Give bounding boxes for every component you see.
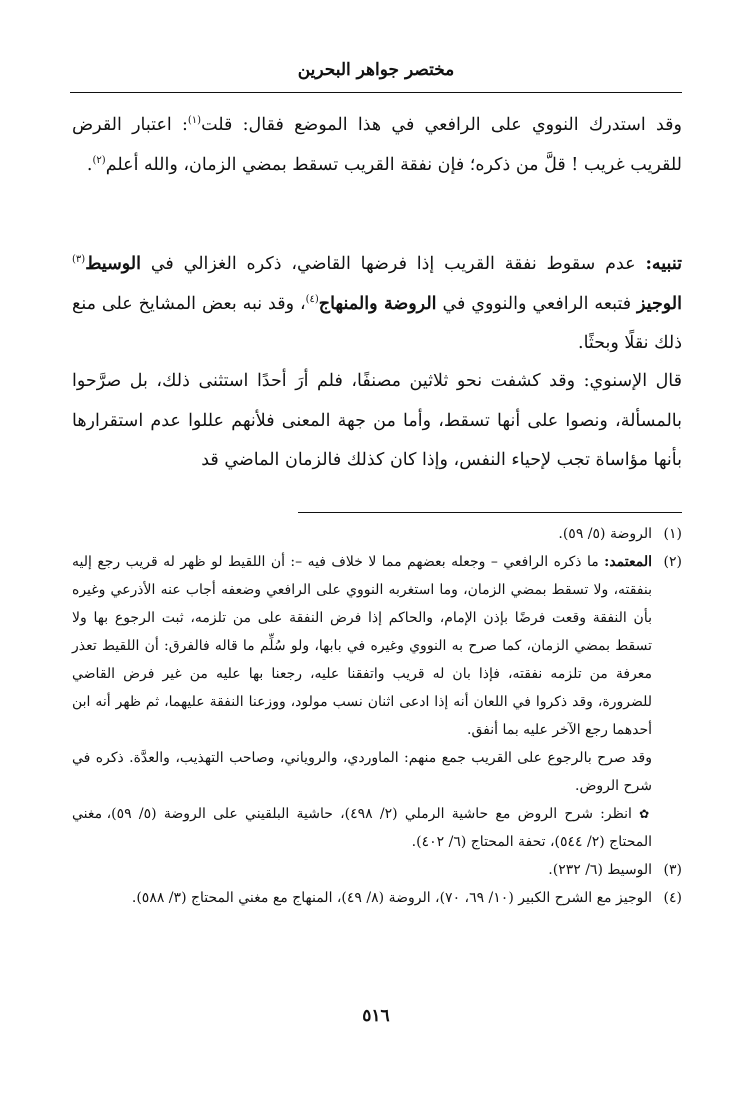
footnote-text: انظر: شرح الروض مع حاشية الرملي (٢/ ٤٩٨)، حاشية البلقيني على الروضة (٥/ ٥٩)، مغني المحتاج (٢/ ٥٤٤)، تحفة المحتاج (٦/ ٤٠٢). [72, 806, 652, 850]
book-title-wajiz: الوجيز [637, 293, 683, 314]
header-rule [70, 92, 682, 93]
p2-text-b: فتبعه الرافعي والنووي في [436, 293, 638, 314]
footnote-number: (٣) [663, 862, 682, 878]
p1-text-b: : اعتبار القرض للقريب غريب ! قلَّ من ذكره؛ فإن نفقة القريب تسقط بمضي الزمان، والله أعلم [72, 115, 682, 175]
footnote-4 [72, 884, 682, 912]
paragraph-isnawi: قال الإسنوي: وقد كشفت نحو ثلاثين مصنفًا، فلم أرَ أحدًا استثنى ذلك، بل صرَّحوا بالمسألة، ونصوا على أنها تسقط، وأما من جهة المعنى فلأنهم عللوا عدم استقرارها بأنها مؤاساة تجب لإحياء النفس، وإذا كان كذلك فالزمان الماضي قد [72, 371, 682, 470]
footnote-ref-1[interactable]: (١) [187, 115, 202, 127]
footnote-number: (٢) [663, 554, 682, 570]
book-title-rawda-minhaj: الروضة والمنهاج [318, 293, 437, 314]
tanbih-label: تنبيه: [645, 254, 682, 274]
paragraph-nawawi [72, 106, 682, 185]
footnote-2-para-3 [72, 800, 652, 856]
footnote-2-para-2: وقد صرح بالرجوع على القريب جمع منهم: الماوردي، والروياني، وصاحب التهذيب، والعدَّة. ذكره في شرح الروض. [72, 750, 653, 794]
page-number: ٥١٦ [362, 1006, 390, 1026]
paragraph-tanbih [72, 245, 682, 364]
book-title-wasit: الوسيط [85, 254, 141, 274]
p1-text-c: . [86, 154, 93, 175]
footnotes [72, 520, 682, 912]
footnote-number: (١) [663, 526, 682, 542]
p1-text-a: وقد استدرك النووي على الرافعي في هذا الموضع فقال: قلت [201, 115, 682, 135]
footnote-number: (٤) [663, 890, 682, 906]
footnote-text: الروضة (٥/ ٥٩). [558, 526, 652, 542]
footnote-1 [72, 520, 682, 548]
footnote-2-para-1 [72, 548, 652, 744]
footnote-separator [298, 512, 682, 513]
footnote-ref-2[interactable]: (٢) [92, 154, 106, 166]
footnote-2 [72, 548, 682, 856]
flower-icon: ✿ [639, 807, 652, 821]
p2-text-c: ، وقد نبه بعض المشايخ على منع ذلك نقلًا وبحثًا. [72, 293, 682, 353]
footnote-text: الوسيط (٦/ ٢٣٢). [548, 862, 652, 878]
running-header: مختصر جواهر البحرين [297, 60, 455, 80]
mutamad-label: المعتمد: [604, 554, 652, 570]
footnote-text: ما ذكره الرافعي – وجعله بعضهم مما لا خلاف فيه –: أن اللقيط لو ظهر له قريب رجع إليه بنفقته، ولا تسقط بمضي الزمان، وما استغربه النووي على الرافعي وضعفه أجاب عنه الأذرعي وغيره بأن النفقة وقعت فرضًا بإذن الإمام، والحاكم إذا فرض النفقة على من تلزمه، ثبت الرجوع بها ولا تسقط بمضي الزمان، كما صرح به النووي وغيره في بابها، ولو سُلِّم ما قاله فالفرق: أن اللقيط تعذر معرفة من تلزمه نفقته، فإذا بان له قريب واتفقنا عليه، رجعنا بها عليه من غير فرض القاضي للضرورة، وقد ذكروا في اللعان أنه إذا ادعى اثنان نسب مولود، ووزعنا النفقة عليهما، ثم ظهر أنه ابن أحدهما رجع الآخر عليه بما أنفق. [72, 554, 652, 738]
footnote-ref-4[interactable]: (٤) [305, 293, 319, 305]
footnote-3 [72, 856, 682, 884]
p2-text-a: عدم سقوط نفقة القريب إذا فرضها القاضي، ذكره الغزالي في [140, 254, 646, 274]
footnote-text: الوجيز مع الشرح الكبير (١٠/ ٦٩، ٧٠)، الروضة (٨/ ٤٩)، المنهاج مع مغني المحتاج (٣/ ٥٨٨). [131, 890, 652, 906]
footnote-ref-3[interactable]: (٣) [72, 254, 86, 266]
